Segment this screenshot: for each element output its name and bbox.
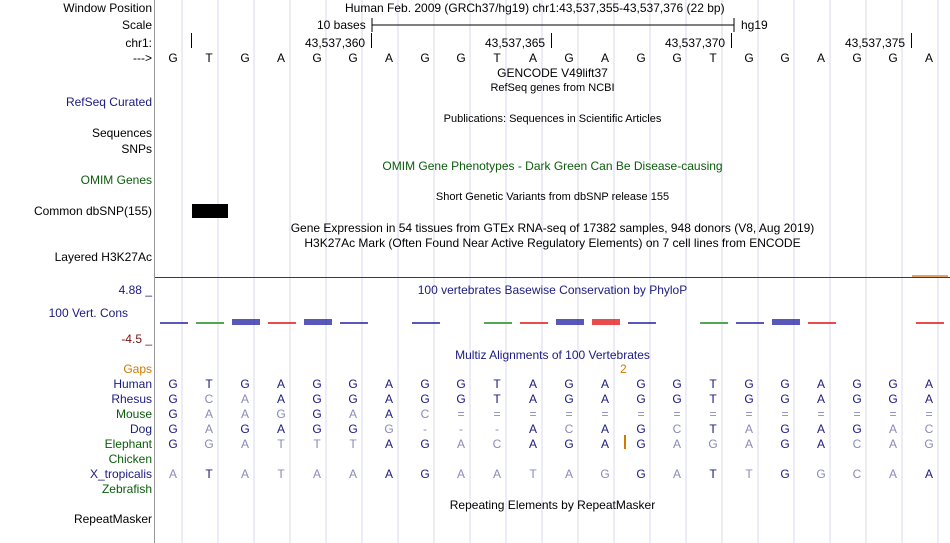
alignment-base: -	[423, 422, 427, 436]
reference-base: G	[636, 51, 646, 65]
reference-base: G	[564, 51, 574, 65]
alignment-base: G	[384, 422, 394, 436]
alignment-base: G	[564, 377, 574, 391]
ruler-tick	[371, 33, 372, 48]
alignment-base: A	[240, 437, 249, 451]
conservation-mark	[304, 319, 332, 325]
scale-label: Scale	[121, 18, 152, 32]
alignment-base: A	[240, 467, 249, 481]
alignment-base: G	[888, 377, 898, 391]
alignment-base: =	[709, 407, 717, 421]
conservation-mark	[232, 319, 260, 325]
alignment-base: =	[529, 407, 537, 421]
repeatmasker-track-label[interactable]: RepeatMasker	[73, 512, 152, 526]
alignment-base: G	[348, 422, 358, 436]
omim-track-label[interactable]: OMIM Genes	[80, 173, 152, 187]
alignment-base: G	[744, 392, 754, 406]
alignment-base: G	[420, 377, 430, 391]
reference-base: G	[852, 51, 862, 65]
alignment-base: A	[600, 422, 609, 436]
alignment-base: =	[853, 407, 861, 421]
reference-base: A	[528, 51, 537, 65]
alignment-base: T	[709, 392, 717, 406]
ruler-tick	[191, 33, 192, 48]
alignment-base: C	[852, 467, 862, 481]
alignment-base: G	[168, 377, 178, 391]
conservation-mark	[736, 322, 764, 324]
cons-track-label[interactable]: 100 Vert. Cons	[48, 306, 128, 320]
alignment-base: G	[744, 377, 754, 391]
snps-track-label[interactable]: SNPs	[121, 142, 152, 156]
gaps-label[interactable]: Gaps	[123, 362, 152, 376]
alignment-base: G	[348, 377, 358, 391]
alignment-base: G	[708, 437, 718, 451]
alignment-base: G	[312, 407, 322, 421]
alignment-base: A	[600, 392, 609, 406]
sequences-track-label[interactable]: Sequences	[91, 126, 152, 140]
alignment-base: A	[204, 407, 213, 421]
cons-track-title: 100 vertebrates Basewise Conservation by PhyloP	[417, 283, 688, 297]
alignment-base: =	[601, 407, 609, 421]
alignment-base: A	[348, 407, 357, 421]
alignment-base: T	[709, 422, 717, 436]
alignment-base: A	[528, 377, 537, 391]
alignment-base: A	[924, 377, 933, 391]
alignment-base: C	[564, 422, 574, 436]
phylop-conservation-plot[interactable]	[155, 300, 950, 340]
dbsnp-track-label[interactable]: Common dbSNP(155)	[33, 204, 152, 218]
alignment-base: G	[780, 422, 790, 436]
alignment-base: A	[888, 437, 897, 451]
gap-count: 2	[620, 362, 627, 376]
conservation-mark	[268, 322, 296, 324]
alignment-base: C	[492, 437, 502, 451]
conservation-mark	[412, 322, 440, 324]
species-label[interactable]: Dog	[129, 422, 152, 436]
reference-base: T	[205, 51, 213, 65]
ruler-tick	[551, 33, 552, 48]
alignment-base: C	[204, 392, 214, 406]
alignment-base: C	[852, 437, 862, 451]
reference-base: G	[348, 51, 358, 65]
dbsnp-variant-block[interactable]	[192, 204, 228, 218]
alignment-base: G	[636, 467, 646, 481]
alignment-base: =	[781, 407, 789, 421]
alignment-base: A	[240, 392, 249, 406]
alignment-base: G	[204, 437, 214, 451]
alignment-base: G	[456, 377, 466, 391]
ruler-pos-1: 43,537,360	[305, 36, 366, 50]
alignment-base: -	[495, 422, 499, 436]
conservation-mark	[808, 322, 836, 324]
alignment-base: A	[456, 437, 465, 451]
alignment-base: G	[240, 377, 250, 391]
reference-base: T	[493, 51, 501, 65]
h3k27ac-signal-line	[155, 277, 950, 278]
alignment-base: A	[348, 467, 357, 481]
alignment-base: A	[240, 407, 249, 421]
alignment-base: G	[888, 392, 898, 406]
alignment-base: T	[709, 467, 717, 481]
chrom-label: chr1:	[125, 36, 152, 50]
alignment-base: A	[384, 467, 393, 481]
alignment-base: A	[600, 377, 609, 391]
publications-track-title: Publications: Sequences in Scientific Articles	[443, 113, 662, 125]
alignment-base: A	[816, 422, 825, 436]
reference-base: G	[312, 51, 322, 65]
alignment-base: =	[817, 407, 825, 421]
alignment-base: A	[384, 407, 393, 421]
alignment-base: G	[168, 392, 178, 406]
alignment-base: -	[459, 422, 463, 436]
alignment-base: G	[348, 392, 358, 406]
alignment-base: T	[493, 377, 501, 391]
species-label[interactable]: Chicken	[108, 452, 152, 466]
alignment-base: A	[924, 467, 933, 481]
ruler-tick	[911, 33, 912, 48]
species-label[interactable]: Mouse	[115, 407, 152, 421]
gtex-track-title: Gene Expression in 54 tissues from GTEx RNA-seq of 17382 samples, 948 donors (V8, Aug 2019)	[290, 221, 815, 235]
alignment-base: A	[672, 467, 681, 481]
alignment-base: T	[277, 467, 285, 481]
alignment-base: A	[384, 437, 393, 451]
conservation-mark	[484, 322, 512, 324]
refseq-track-label[interactable]: RefSeq Curated	[65, 95, 152, 109]
alignment-base: =	[673, 407, 681, 421]
alignment-base: G	[312, 422, 322, 436]
species-label[interactable]: Zebrafish	[101, 482, 152, 496]
conservation-mark	[520, 322, 548, 324]
species-label[interactable]: Rhesus	[111, 392, 152, 406]
alignment-base: T	[205, 377, 213, 391]
alignment-base: G	[312, 392, 322, 406]
alignment-base: A	[528, 437, 537, 451]
alignment-base: G	[780, 392, 790, 406]
alignment-base: T	[493, 392, 501, 406]
alignment-base: T	[205, 467, 213, 481]
alignment-base: A	[744, 437, 753, 451]
h3k27ac-track-title: H3K27Ac Mark (Often Found Near Active Regulatory Elements) on 7 cell lines from ENCODE	[304, 236, 801, 250]
alignment-base: G	[276, 407, 286, 421]
gap-insertion-marker	[624, 435, 626, 449]
alignment-base: C	[672, 422, 682, 436]
alignment-base: T	[349, 437, 357, 451]
alignment-base: A	[168, 467, 177, 481]
alignment-base: A	[276, 422, 285, 436]
alignment-base: C	[924, 422, 934, 436]
alignment-base: G	[672, 392, 682, 406]
alignment-base: G	[420, 437, 430, 451]
alignment-base: G	[672, 377, 682, 391]
species-label[interactable]: X_tropicalis	[89, 467, 152, 481]
alignment-base: T	[745, 467, 753, 481]
alignment-base: G	[780, 377, 790, 391]
alignment-base: A	[888, 422, 897, 436]
species-label[interactable]: Human	[113, 377, 152, 391]
reference-base: A	[600, 51, 609, 65]
alignment-base: G	[636, 422, 646, 436]
conservation-mark	[340, 322, 368, 324]
alignment-base: =	[637, 407, 645, 421]
alignment-base: G	[780, 437, 790, 451]
alignment-base: A	[564, 467, 573, 481]
alignment-base: A	[600, 437, 609, 451]
alignment-base: =	[925, 407, 933, 421]
scale-bases: 10 bases	[317, 18, 366, 32]
alignment-base: T	[277, 437, 285, 451]
species-label[interactable]: Elephant	[104, 437, 152, 451]
alignment-base: A	[276, 377, 285, 391]
conservation-mark	[196, 322, 224, 324]
reference-base: G	[240, 51, 250, 65]
reference-base: G	[420, 51, 430, 65]
reference-base: A	[924, 51, 933, 65]
alignment-base: G	[240, 422, 250, 436]
reference-base: G	[672, 51, 682, 65]
alignment-base: G	[420, 467, 430, 481]
alignment-base: A	[456, 467, 465, 481]
cons-min-value: -4.5 _	[121, 332, 152, 346]
alignment-base: G	[852, 392, 862, 406]
conservation-mark	[592, 319, 620, 325]
alignment-base: G	[852, 422, 862, 436]
alignment-base: A	[528, 392, 537, 406]
alignment-base: A	[276, 392, 285, 406]
alignment-base: G	[924, 437, 934, 451]
alignment-base: A	[384, 377, 393, 391]
alignment-base: A	[672, 437, 681, 451]
alignment-base: A	[816, 377, 825, 391]
reference-base: G	[888, 51, 898, 65]
conservation-mark	[556, 319, 584, 325]
reference-base: T	[709, 51, 717, 65]
alignment-base: C	[420, 407, 430, 421]
alignment-base: A	[492, 467, 501, 481]
conservation-mark	[700, 322, 728, 324]
reference-base: G	[168, 51, 178, 65]
ruler-pos-4: 43,537,375	[845, 36, 906, 50]
reference-base: A	[816, 51, 825, 65]
alignment-base: T	[529, 467, 537, 481]
alignment-base: G	[564, 437, 574, 451]
alignment-base: G	[168, 407, 178, 421]
alignment-base: G	[816, 467, 826, 481]
reference-base: G	[780, 51, 790, 65]
alignment-base: A	[528, 422, 537, 436]
h3k27ac-track-label[interactable]: Layered H3K27Ac	[54, 250, 152, 264]
alignment-base: =	[493, 407, 501, 421]
alignment-base: A	[816, 437, 825, 451]
alignment-base: G	[636, 377, 646, 391]
scale-assembly: hg19	[741, 18, 768, 32]
alignment-base: A	[384, 392, 393, 406]
alignment-base: =	[457, 407, 465, 421]
cons-max-value: 4.88 _	[118, 283, 152, 297]
alignment-base: G	[636, 392, 646, 406]
conservation-mark	[628, 322, 656, 324]
conservation-mark	[160, 322, 188, 324]
alignment-base: =	[889, 407, 897, 421]
ruler-tick	[731, 33, 732, 48]
multiz-track-title: Multiz Alignments of 100 Vertebrates	[455, 348, 650, 362]
scale-bar	[370, 17, 736, 33]
alignment-base: G	[780, 467, 790, 481]
conservation-mark	[916, 322, 944, 324]
window-position-label: Window Position	[63, 1, 152, 15]
conservation-mark	[772, 319, 800, 325]
alignment-base: G	[456, 392, 466, 406]
ruler-pos-2: 43,537,365	[485, 36, 546, 50]
refseq-track-subtitle: RefSeq genes from NCBI	[490, 82, 615, 94]
alignment-base: =	[745, 407, 753, 421]
dbsnp-track-title: Short Genetic Variants from dbSNP release 155	[435, 191, 670, 203]
alignment-base: A	[312, 467, 321, 481]
alignment-base: T	[313, 437, 321, 451]
repeatmasker-track-title: Repeating Elements by RepeatMasker	[449, 498, 656, 512]
alignment-base: G	[564, 392, 574, 406]
alignment-base: G	[420, 392, 430, 406]
alignment-base: G	[168, 437, 178, 451]
alignment-base: A	[816, 392, 825, 406]
gencode-track-title[interactable]: GENCODE V49lift37	[497, 66, 608, 80]
alignment-base: A	[924, 392, 933, 406]
reference-base: G	[744, 51, 754, 65]
window-position-value: Human Feb. 2009 (GRCh37/hg19) chr1:43,537,355-43,537,376 (22 bp)	[345, 1, 725, 15]
h3k27ac-signal-peak	[912, 275, 948, 277]
reference-base: A	[276, 51, 285, 65]
alignment-base: G	[312, 377, 322, 391]
reference-base: A	[384, 51, 393, 65]
alignment-base: A	[888, 467, 897, 481]
alignment-base: =	[565, 407, 573, 421]
omim-track-title: OMIM Gene Phenotypes - Dark Green Can Be Disease-causing	[382, 159, 723, 173]
alignment-base: G	[600, 467, 610, 481]
alignment-base: G	[168, 422, 178, 436]
alignment-base: G	[636, 437, 646, 451]
reference-base: G	[456, 51, 466, 65]
alignment-base: A	[744, 422, 753, 436]
alignment-base: A	[204, 422, 213, 436]
strand-label: --->	[133, 51, 152, 65]
ruler-pos-3: 43,537,370	[665, 36, 726, 50]
alignment-base: T	[709, 377, 717, 391]
alignment-base: G	[852, 377, 862, 391]
